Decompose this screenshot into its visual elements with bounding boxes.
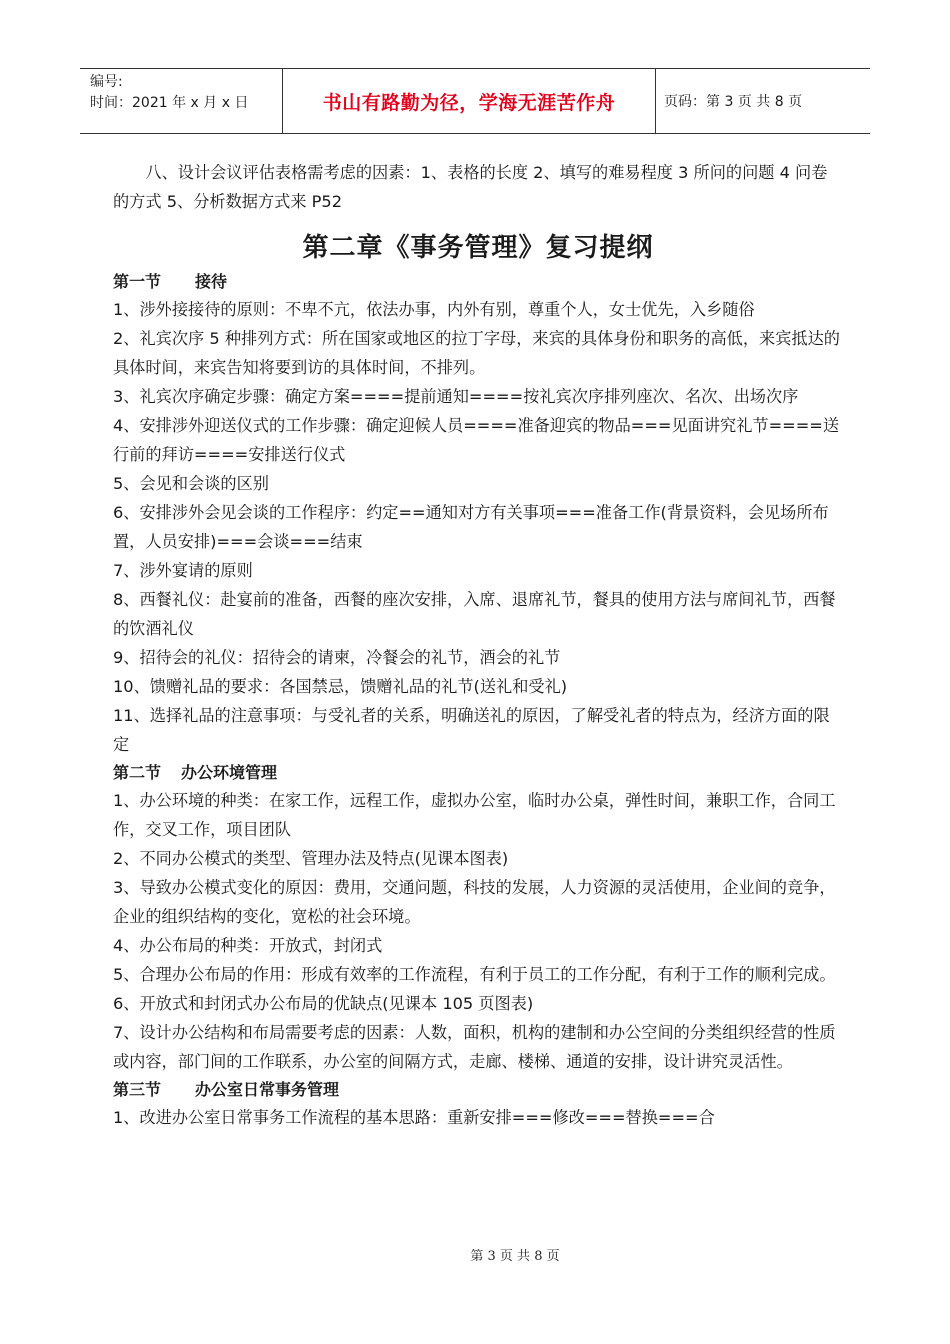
section-2 bbox=[113, 759, 843, 1076]
list-item: 6、开放式和封闭式办公布局的优缺点(见课本 105 页图表) bbox=[113, 994, 534, 1013]
intro-paragraph: 八、设计会议评估表格需考虑的因素：1、表格的长度 2、填写的难易程度 3 所问的问题 4 问卷的方式 5、分析数据方式来 P52 bbox=[113, 163, 828, 211]
list-item: 5、会见和会谈的区别 bbox=[113, 474, 269, 493]
chapter-title: 第二章《事务管理》复习提纲 bbox=[302, 233, 654, 263]
section-title: 办公环境管理 bbox=[181, 763, 278, 782]
section-title: 办公室日常事务管理 bbox=[195, 1080, 340, 1099]
document-body bbox=[113, 158, 843, 1132]
section-number: 第二节 bbox=[113, 763, 162, 782]
section-number: 第三节 bbox=[113, 1080, 162, 1099]
list-item: 2、礼宾次序 5 种排列方式：所在国家或地区的拉丁字母，来宾的具体身份和职务的高低，来宾抵达的具体时间，来宾告知将要到访的具体时间，不排列。 bbox=[113, 329, 840, 377]
list-item: 4、安排涉外迎送仪式的工作步骤：确定迎候人员====准备迎宾的物品===见面讲究礼节====送行前的拜访====安排送行仪式 bbox=[113, 416, 840, 464]
list-item: 8、西餐礼仪：赴宴前的准备，西餐的座次安排，入席、退席礼节，餐具的使用方法与席间礼节，西餐的饮酒礼仪 bbox=[113, 590, 836, 638]
list-item: 3、导致办公模式变化的原因：费用，交通问题，科技的发展，人力资源的灵活使用，企业间的竞争，企业的组织结构的变化，宽松的社会环境。 bbox=[113, 878, 836, 926]
list-item: 6、安排涉外会见会谈的工作程序：约定==通知对方有关事项===准备工作(背景资料，会见场所布置，人员安排)===会谈===结束 bbox=[113, 503, 829, 551]
list-item: 11、选择礼品的注意事项：与受礼者的关系，明确送礼的原因，了解受礼者的特点为，经济方面的限定 bbox=[113, 706, 830, 754]
list-item: 1、办公环境的种类：在家工作，远程工作，虚拟办公室，临时办公桌，弹性时间，兼职工作，合同工作，交叉工作，项目团队 bbox=[113, 791, 836, 839]
list-item: 10、馈赠礼品的要求：各国禁忌，馈赠礼品的礼节(送礼和受礼) bbox=[113, 677, 568, 696]
section-heading bbox=[113, 759, 843, 786]
page-header bbox=[80, 68, 870, 134]
document-number-label: 编号: bbox=[90, 74, 123, 90]
section-3 bbox=[113, 1076, 843, 1132]
list-item: 9、招待会的礼仪：招待会的请柬，冷餐会的礼节，酒会的礼节 bbox=[113, 648, 561, 667]
list-item: 7、涉外宴请的原则 bbox=[113, 561, 253, 580]
header-meta bbox=[80, 69, 282, 133]
section-1 bbox=[113, 268, 843, 759]
header-motto: 书山有路勤为径，学海无涯苦作舟 bbox=[282, 69, 656, 133]
document-time-label: 时间：2021 年 x 月 x 日 bbox=[90, 95, 249, 111]
section-heading bbox=[113, 1076, 843, 1103]
list-item: 5、合理办公布局的作用：形成有效率的工作流程，有利于员工的工作分配，有利于工作的顺利完成。 bbox=[113, 965, 836, 984]
header-page-info: 页码：第 3 页 共 8 页 bbox=[664, 94, 803, 110]
page-footer: 第 3 页 共 8 页 bbox=[470, 1249, 560, 1264]
list-item: 2、不同办公模式的类型、管理办法及特点(见课本图表) bbox=[113, 849, 509, 868]
section-title: 接待 bbox=[195, 272, 228, 291]
list-item: 1、涉外接接待的原则：不卑不亢，依法办事，内外有别，尊重个人，女士优先，入乡随俗 bbox=[113, 300, 755, 319]
section-number: 第一节 bbox=[113, 272, 162, 291]
list-item: 7、设计办公结构和布局需要考虑的因素：人数，面积，机构的建制和办公空间的分类组织经营的性质或内容，部门间的工作联系，办公室的间隔方式，走廊、楼梯、通道的安排，设计讲究灵活性。 bbox=[113, 1023, 836, 1071]
list-item: 4、办公布局的种类：开放式，封闭式 bbox=[113, 936, 383, 955]
list-item: 3、礼宾次序确定步骤：确定方案====提前通知====按礼宾次序排列座次、名次、出场次序 bbox=[113, 387, 799, 406]
section-heading bbox=[113, 268, 843, 295]
list-item: 1、改进办公室日常事务工作流程的基本思路：重新安排===修改===替换===合 bbox=[113, 1108, 715, 1127]
